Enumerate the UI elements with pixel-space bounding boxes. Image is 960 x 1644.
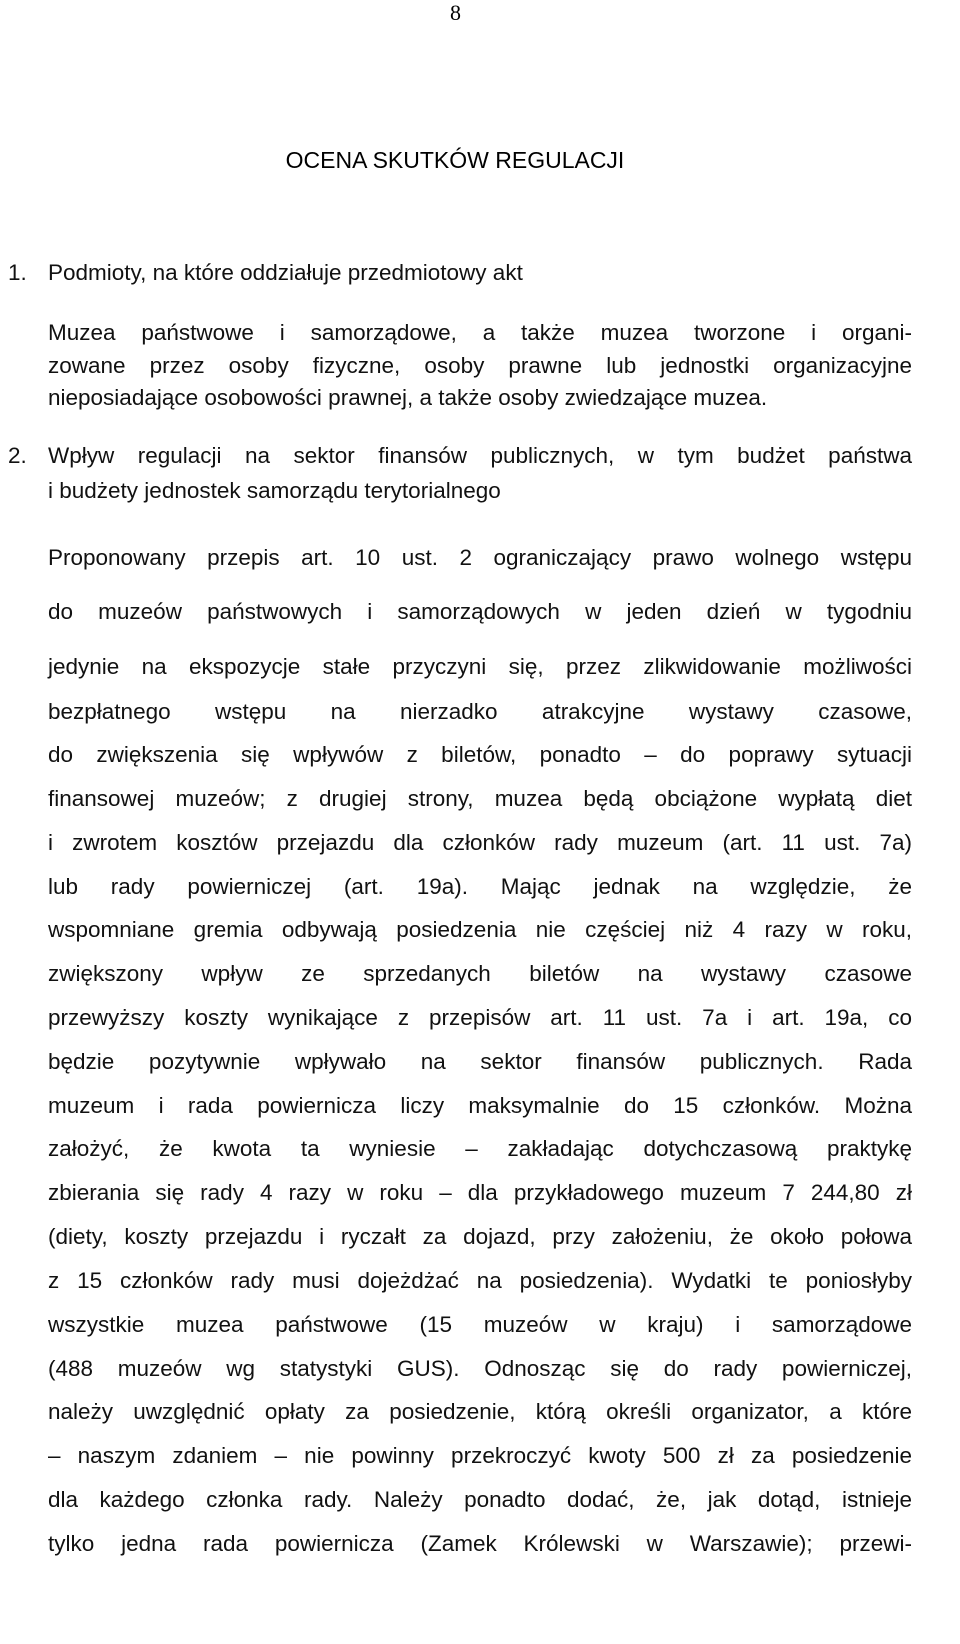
section-2-line: będzie pozytywnie wpływało na sektor finansów publicznych. Rada [48, 1049, 912, 1074]
page-number: 8 [450, 0, 461, 25]
section-1-line: zowane przez osoby fizyczne, osoby prawne lub jednostki organizacyjne [48, 353, 912, 378]
section-2-title-line: i budżety jednostek samorządu terytorialnego [48, 478, 501, 503]
section-1-title: Podmioty, na które oddziałuje przedmiotowy akt [48, 260, 523, 285]
section-2-line: należy uwzględnić opłaty za posiedzenie, którą określi organizator, a które [48, 1399, 912, 1424]
section-2-line: – naszym zdaniem – nie powinny przekroczyć kwoty 500 zł za posiedzenie [48, 1443, 912, 1468]
section-2-line: muzeum i rada powiernicza liczy maksymalnie do 15 członków. Można [48, 1093, 912, 1118]
section-2-line: finansowej muzeów; z drugiej strony, muzea będą obciążone wypłatą diet [48, 786, 912, 811]
section-1-line: nieposiadające osobowości prawnej, a także osoby zwiedzające muzea. [48, 385, 768, 410]
section-1-line: Muzea państwowe i samorządowe, a także muzea tworzone i organi- [48, 320, 912, 345]
section-2-line: zwiększony wpływ ze sprzedanych biletów na wystawy czasowe [48, 961, 912, 986]
section-2-line: z 15 członków rady musi dojeżdżać na posiedzenia). Wydatki te poniosłyby [48, 1268, 912, 1293]
section-2-line: zbierania się rady 4 razy w roku – dla przykładowego muzeum 7 244,80 zł [48, 1180, 912, 1205]
section-2-line: do zwiększenia się wpływów z biletów, ponadto – do poprawy sytuacji [48, 742, 912, 767]
section-2-line: Proponowany przepis art. 10 ust. 2 ograniczający prawo wolnego wstępu [48, 545, 912, 570]
section-2-line: dla każdego członka rady. Należy ponadto dodać, że, jak dotąd, istnieje [48, 1487, 912, 1512]
section-2-line: wszystkie muzea państwowe (15 muzeów w kraju) i samorządowe [48, 1312, 912, 1337]
section-2-line: tylko jedna rada powiernicza (Zamek Królewski w Warszawie); przewi- [48, 1531, 912, 1556]
section-2-line: przewyższy koszty wynikające z przepisów art. 11 ust. 7a i art. 19a, co [48, 1005, 912, 1030]
section-2-line: i zwrotem kosztów przejazdu dla członków rady muzeum (art. 11 ust. 7a) [48, 830, 912, 855]
section-2-line: jedynie na ekspozycje stałe przyczyni się, przez zlikwidowanie możliwości [48, 654, 912, 679]
section-2-line: do muzeów państwowych i samorządowych w jeden dzień w tygodniu [48, 599, 912, 624]
section-2-line: lub rady powierniczej (art. 19a). Mając jednak na względzie, że [48, 874, 912, 899]
document-title: OCENA SKUTKÓW REGULACJI [285, 147, 625, 173]
section-2-title-line: Wpływ regulacji na sektor finansów publicznych, w tym budżet państwa [48, 443, 912, 468]
section-1-number: 1. [8, 260, 27, 285]
section-2-number: 2. [8, 443, 27, 468]
section-2-line: (diety, koszty przejazdu i ryczałt za dojazd, przy założeniu, że około połowa [48, 1224, 912, 1249]
section-2-line: bezpłatnego wstępu na nierzadko atrakcyjne wystawy czasowe, [48, 699, 912, 724]
section-2-line: założyć, że kwota ta wyniesie – zakładając dotychczasową praktykę [48, 1136, 912, 1161]
section-2-line: (488 muzeów wg statystyki GUS). Odnosząc się do rady powierniczej, [48, 1356, 912, 1381]
section-2-line: wspomniane gremia odbywają posiedzenia nie częściej niż 4 razy w roku, [48, 917, 912, 942]
